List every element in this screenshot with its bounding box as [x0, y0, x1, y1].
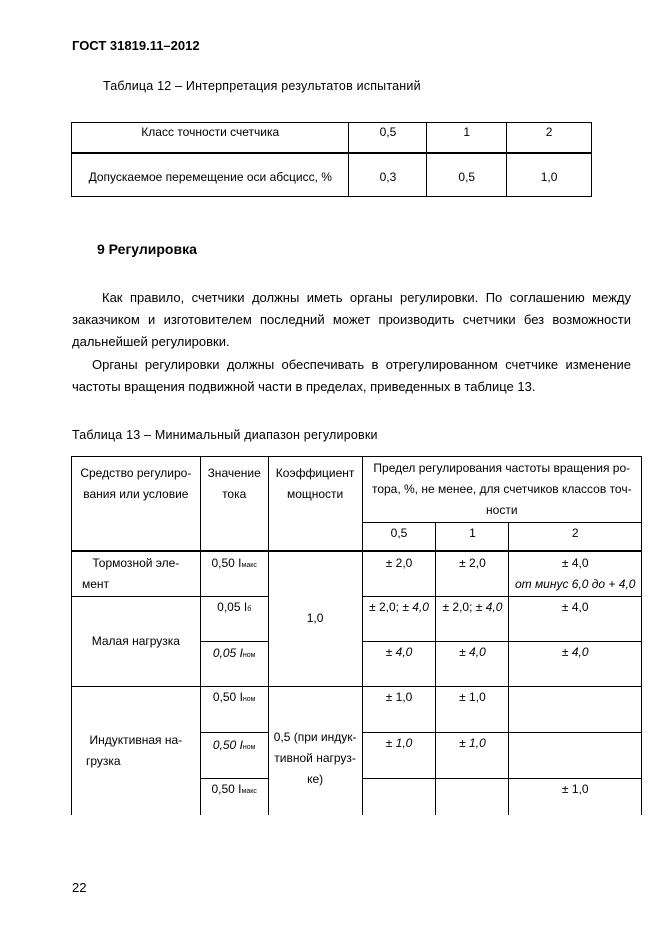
- paragraph: Как правило, счетчики должны иметь органы регулировки. По соглашению между заказчиком и изготовителем последний может производить счетчики без возможности дальнейшей регулировки.: [72, 290, 631, 349]
- table-cell: [436, 779, 509, 815]
- header-text: тока: [222, 487, 247, 501]
- cell-text: от минус 6,0 до + 4,0: [514, 576, 636, 591]
- cell-text: грузка: [86, 753, 121, 768]
- cell-text: 0,50 I: [211, 555, 242, 570]
- table-cell: 1,0: [507, 153, 592, 197]
- table-header-cell: 0,5: [362, 523, 436, 551]
- table-cell: ± 1,0: [509, 779, 642, 815]
- table-cell: Допускаемое перемещение оси абсцисс, %: [72, 153, 349, 197]
- cell-text: 0,50 I: [212, 738, 243, 752]
- table-cell: [509, 551, 642, 597]
- table-cell: ± 4,0: [509, 642, 642, 687]
- table-row: [72, 687, 642, 733]
- table-cell: Малая нагрузка: [72, 597, 201, 687]
- table-12: [71, 122, 592, 197]
- table-cell: [200, 779, 268, 815]
- table-cell: 1,0: [268, 551, 362, 687]
- subscript: макс: [241, 561, 257, 569]
- header-text: ности: [486, 503, 518, 517]
- cell-text: Индуктивная на-: [89, 732, 183, 747]
- table-cell: 0,5: [427, 153, 507, 197]
- page-number: 22: [72, 880, 87, 895]
- table-cell: 0,3: [349, 153, 427, 197]
- table-cell: 0,5: [349, 123, 427, 153]
- table-cell: [200, 687, 268, 733]
- subscript: ном: [242, 652, 256, 659]
- cell-text: ± 4,0: [561, 555, 589, 570]
- table-cell: [72, 687, 201, 815]
- subscript: ном: [242, 744, 256, 751]
- header-text: Значение: [207, 466, 261, 480]
- subscript: б: [247, 606, 252, 613]
- table-cell: ± 4,0: [436, 642, 509, 687]
- header-text: Коэффициент: [275, 466, 355, 480]
- table-header-cell: [72, 457, 201, 551]
- cell-text: 0,50 I: [212, 690, 243, 704]
- table-cell: [362, 597, 436, 642]
- table-cell: ± 1,0: [436, 687, 509, 733]
- table-cell: ± 4,0: [362, 642, 436, 687]
- subscript: ном: [242, 696, 256, 703]
- subscript: макс: [241, 788, 257, 795]
- section-title: 9 Регулировка: [97, 241, 197, 257]
- document-code: ГОСТ 31819.11–2012: [72, 38, 200, 53]
- table-cell: ± 1,0: [362, 733, 436, 779]
- table-row: [72, 123, 592, 153]
- cell-text: тивной нагруз-: [274, 751, 356, 765]
- table-cell: 1: [427, 123, 507, 153]
- table-cell: [509, 687, 642, 733]
- table-12-caption: Таблица 12 – Интерпретация результатов испытаний: [103, 79, 421, 93]
- table-cell: ± 4,0: [509, 597, 642, 642]
- cell-text: 0,05 I: [217, 600, 248, 614]
- table-cell: [509, 733, 642, 779]
- cell-text: ± 2,0;: [369, 600, 403, 614]
- table-cell: ± 1,0: [362, 687, 436, 733]
- cell-text: ± 2,0;: [442, 600, 476, 614]
- table-cell: ± 2,0: [436, 551, 509, 597]
- table-cell: [200, 551, 268, 597]
- table-header-cell: [200, 457, 268, 551]
- header-text: вания или условие: [83, 487, 189, 501]
- table-cell: [268, 687, 362, 815]
- table-cell: ± 2,0: [362, 551, 436, 597]
- table-row: [72, 153, 592, 197]
- table-row: [72, 551, 642, 597]
- table-cell: [72, 551, 201, 597]
- cell-text: 0,50 I: [211, 782, 242, 796]
- table-cell: [200, 733, 268, 779]
- table-header-cell: [268, 457, 362, 551]
- cell-text: ± 4,0: [475, 600, 503, 614]
- cell-text: ± 4,0: [402, 600, 429, 614]
- cell-text: Тормозной эле-: [92, 555, 180, 570]
- table-cell: [436, 597, 509, 642]
- table-cell: [200, 597, 268, 642]
- header-text: Предел регулирования частоты вращения ро-: [373, 461, 631, 475]
- table-cell: 2: [507, 123, 592, 153]
- table-cell: [362, 779, 436, 815]
- header-text: Средство регулиро-: [80, 466, 192, 480]
- table-header-cell: 2: [509, 523, 642, 551]
- table-13: [71, 456, 642, 815]
- table-header-cell: [362, 457, 641, 523]
- cell-text: ке): [307, 772, 324, 786]
- paragraph: Органы регулировки должны обеспечивать в отрегулированном счетчике изменение частоты вращения подвижной части в пределах, приведенных в таблице 13.: [72, 357, 631, 394]
- table-cell: Класс точности счетчика: [72, 123, 349, 153]
- table-cell: [200, 642, 268, 687]
- table-header-cell: 1: [436, 523, 509, 551]
- cell-text: 0,5 (при индук-: [273, 730, 357, 744]
- header-text: тора, %, не менее, для счетчиков классов точ-: [371, 482, 632, 496]
- table-cell: ± 1,0: [436, 733, 509, 779]
- table-row: [72, 457, 642, 523]
- header-text: мощности: [286, 487, 344, 501]
- cell-text: мент: [82, 576, 110, 591]
- cell-text: 0,05 I: [212, 646, 243, 660]
- table-13-caption: Таблица 13 – Минимальный диапазон регулировки: [72, 428, 378, 442]
